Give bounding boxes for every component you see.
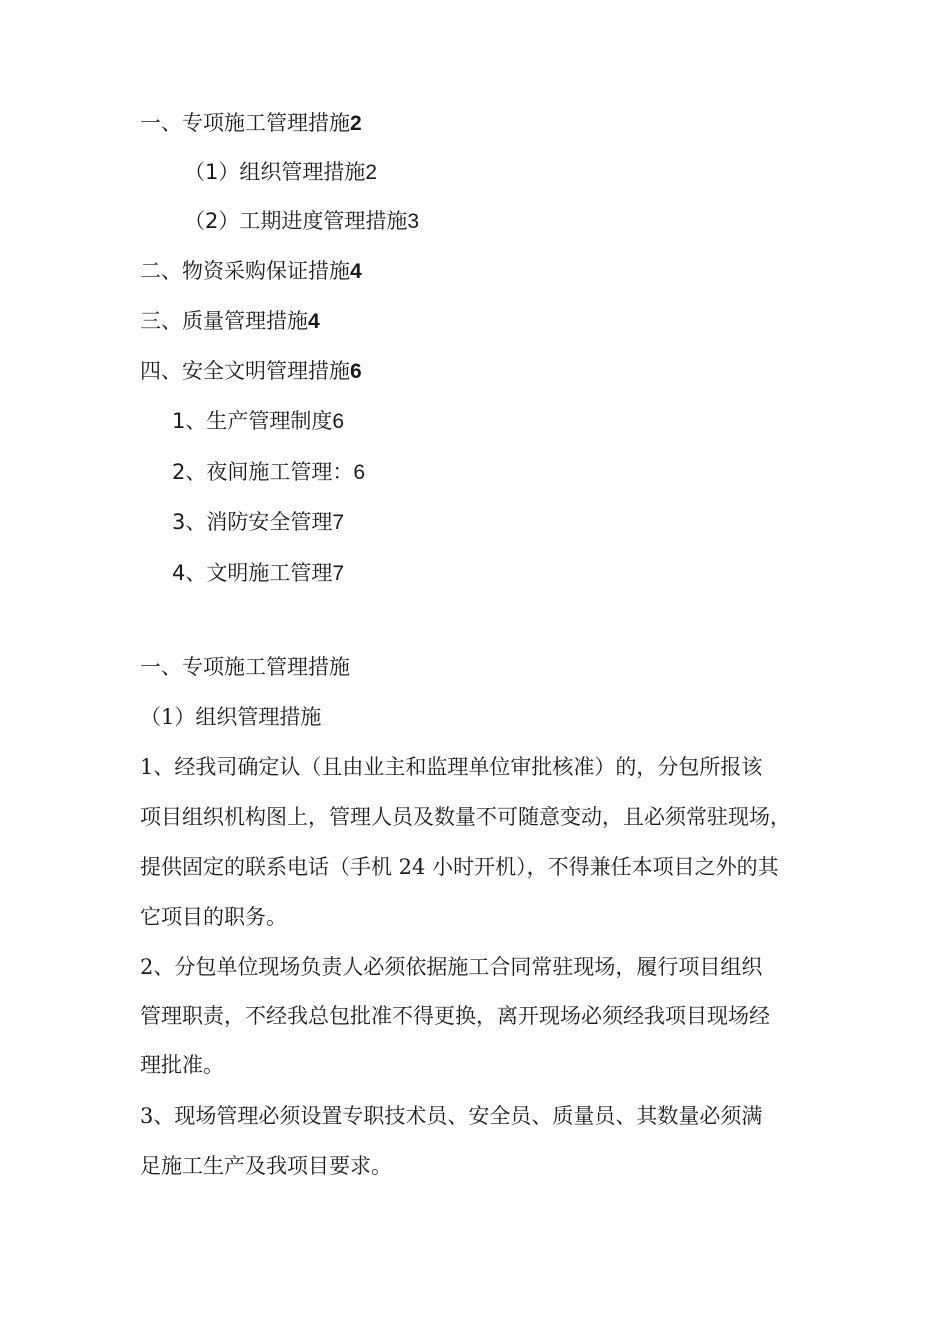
toc-entry[interactable] [140,308,320,335]
toc-entry-page: 7 [332,562,345,585]
section-heading: 一、专项施工管理措施 [140,655,350,679]
toc-entry[interactable] [184,208,419,235]
toc-entry[interactable] [172,509,344,536]
paragraph-line: 它项目的职务。 [140,905,287,929]
toc-entry-page: 6 [350,360,362,383]
toc-entry[interactable] [140,358,362,385]
paragraph-line: 理批准。 [140,1053,224,1077]
toc-entry-text: 3、消防安全管理 [172,510,333,534]
toc-entry-page: 2 [365,161,378,184]
toc-entry[interactable] [184,159,377,186]
paragraph-line: 1、经我司确定认（且由业主和监理单位审批核准）的，分包所报该 [140,755,763,779]
toc-entry-text: 二、物资采购保证措施 [140,259,350,283]
toc-entry-page: 4 [350,260,362,283]
toc-entry-page: 7 [332,511,345,534]
toc-entry-page: 6 [353,461,366,484]
toc-entry-text: 四、安全文明管理措施 [140,359,350,383]
paragraph-line: 2、分包单位现场负责人必须依据施工合同常驻现场，履行项目组织 [140,955,763,979]
toc-entry-text: 三、质量管理措施 [140,309,308,333]
toc-entry[interactable] [172,560,344,587]
toc-entry-text: 4、文明施工管理 [172,561,333,585]
toc-entry-page: 6 [332,410,345,433]
toc-entry-text: （2）工期进度管理措施 [184,209,408,233]
paragraph-line: 3、现场管理必须设置专职技术员、安全员、质量员、其数量必须满 [140,1104,763,1128]
toc-entry-page: 3 [407,210,420,233]
toc-entry-text: 2、夜间施工管理： [172,460,354,484]
toc-entry-page: 4 [308,310,320,333]
toc-entry-text: （1）组织管理措施 [184,160,366,184]
paragraph-line: 提供固定的联系电话（手机 24 小时开机），不得兼任本项目之外的其 [140,855,779,879]
toc-entry-page: 2 [350,112,362,135]
toc-entry[interactable] [172,408,344,435]
subsection-heading: （1）组织管理措施 [140,705,322,729]
paragraph-line: 项目组织机构图上，管理人员及数量不可随意变动，且必须常驻现场， [140,805,791,829]
paragraph-line: 管理职责，不经我总包批准不得更换，离开现场必须经我项目现场经 [140,1004,770,1028]
toc-entry-text: 一、专项施工管理措施 [140,111,350,135]
toc-entry[interactable] [172,459,365,486]
paragraph-line: 足施工生产及我项目要求。 [140,1154,392,1178]
toc-entry[interactable] [140,258,362,285]
toc-entry-text: 1、生产管理制度 [172,409,333,433]
toc-entry[interactable] [140,110,362,137]
